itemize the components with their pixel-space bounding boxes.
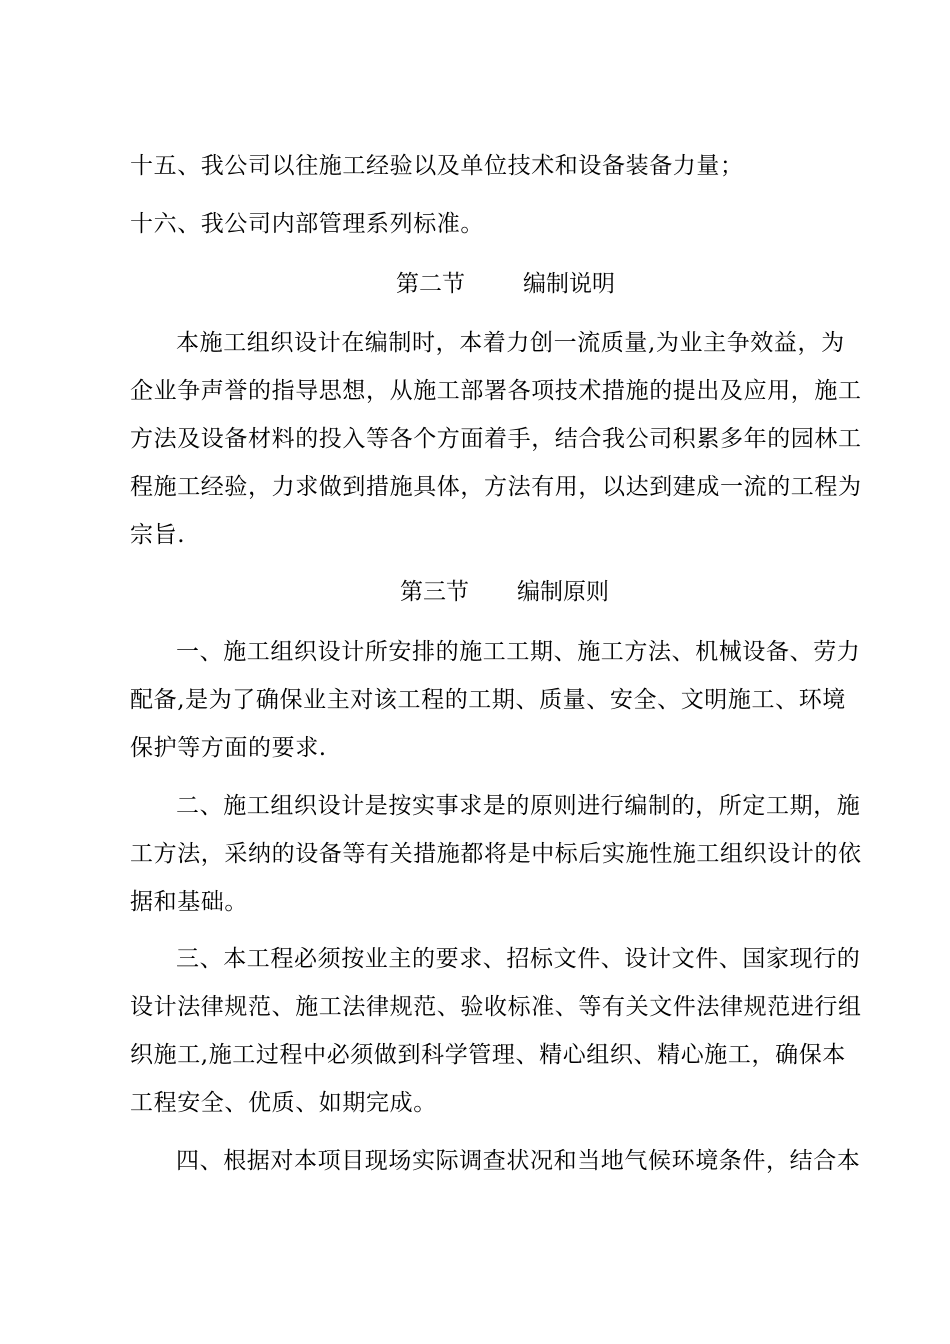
paragraph-line: 宗旨.: [130, 522, 186, 548]
section-number: 第二节: [396, 271, 465, 297]
paragraph-line: 二、施工组织设计是按实事求是的原则进行编制的，所定工期，施: [176, 793, 861, 819]
paragraph-line: 一、施工组织设计所安排的施工工期、施工方法、机械设备、劳力: [176, 639, 861, 665]
paragraph-line: 方法及设备材料的投入等各个方面着手，结合我公司积累多年的园林工: [130, 426, 862, 452]
paragraph-line: 配备,是为了确保业主对该工程的工期、质量、安全、文明施工、环境: [130, 687, 846, 713]
list-item-15: 十五、我公司以往施工经验以及单位技术和设备装备力量；: [130, 153, 744, 179]
paragraph-line: 三、本工程必须按业主的要求、招标文件、设计文件、国家现行的: [176, 946, 861, 972]
paragraph-line: 保护等方面的要求.: [130, 735, 327, 761]
paragraph-line: 工程安全、优质、如期完成。: [130, 1090, 437, 1116]
paragraph-line: 四、根据对本项目现场实际调查状况和当地气候环境条件，结合本: [176, 1148, 861, 1174]
paragraph-line: 企业争声誉的指导思想，从施工部署各项技术措施的提出及应用，施工: [130, 378, 862, 404]
section-number: 第三节: [400, 579, 469, 605]
paragraph-line: 织施工,施工过程中必须做到科学管理、精心组织、精心施工，确保本: [130, 1042, 846, 1068]
section-title: 编制说明: [523, 271, 615, 297]
list-item-16: 十六、我公司内部管理系列标准。: [130, 211, 484, 237]
section-heading-2: [396, 268, 615, 300]
paragraph-line: 本施工组织设计在编制时，本着力创一流质量,为业主争效益，为: [176, 330, 845, 356]
paragraph-line: 据和基础。: [130, 889, 248, 915]
paragraph-line: 设计法律规范、施工法律规范、验收标准、等有关文件法律规范进行组: [130, 994, 862, 1020]
paragraph-line: 程施工经验，力求做到措施具体，方法有用，以达到建成一流的工程为: [130, 474, 862, 500]
section-title: 编制原则: [517, 579, 609, 605]
paragraph-line: 工方法，采纳的设备等有关措施都将是中标后实施性施工组织设计的依: [130, 841, 862, 867]
section-heading-3: [400, 576, 609, 608]
